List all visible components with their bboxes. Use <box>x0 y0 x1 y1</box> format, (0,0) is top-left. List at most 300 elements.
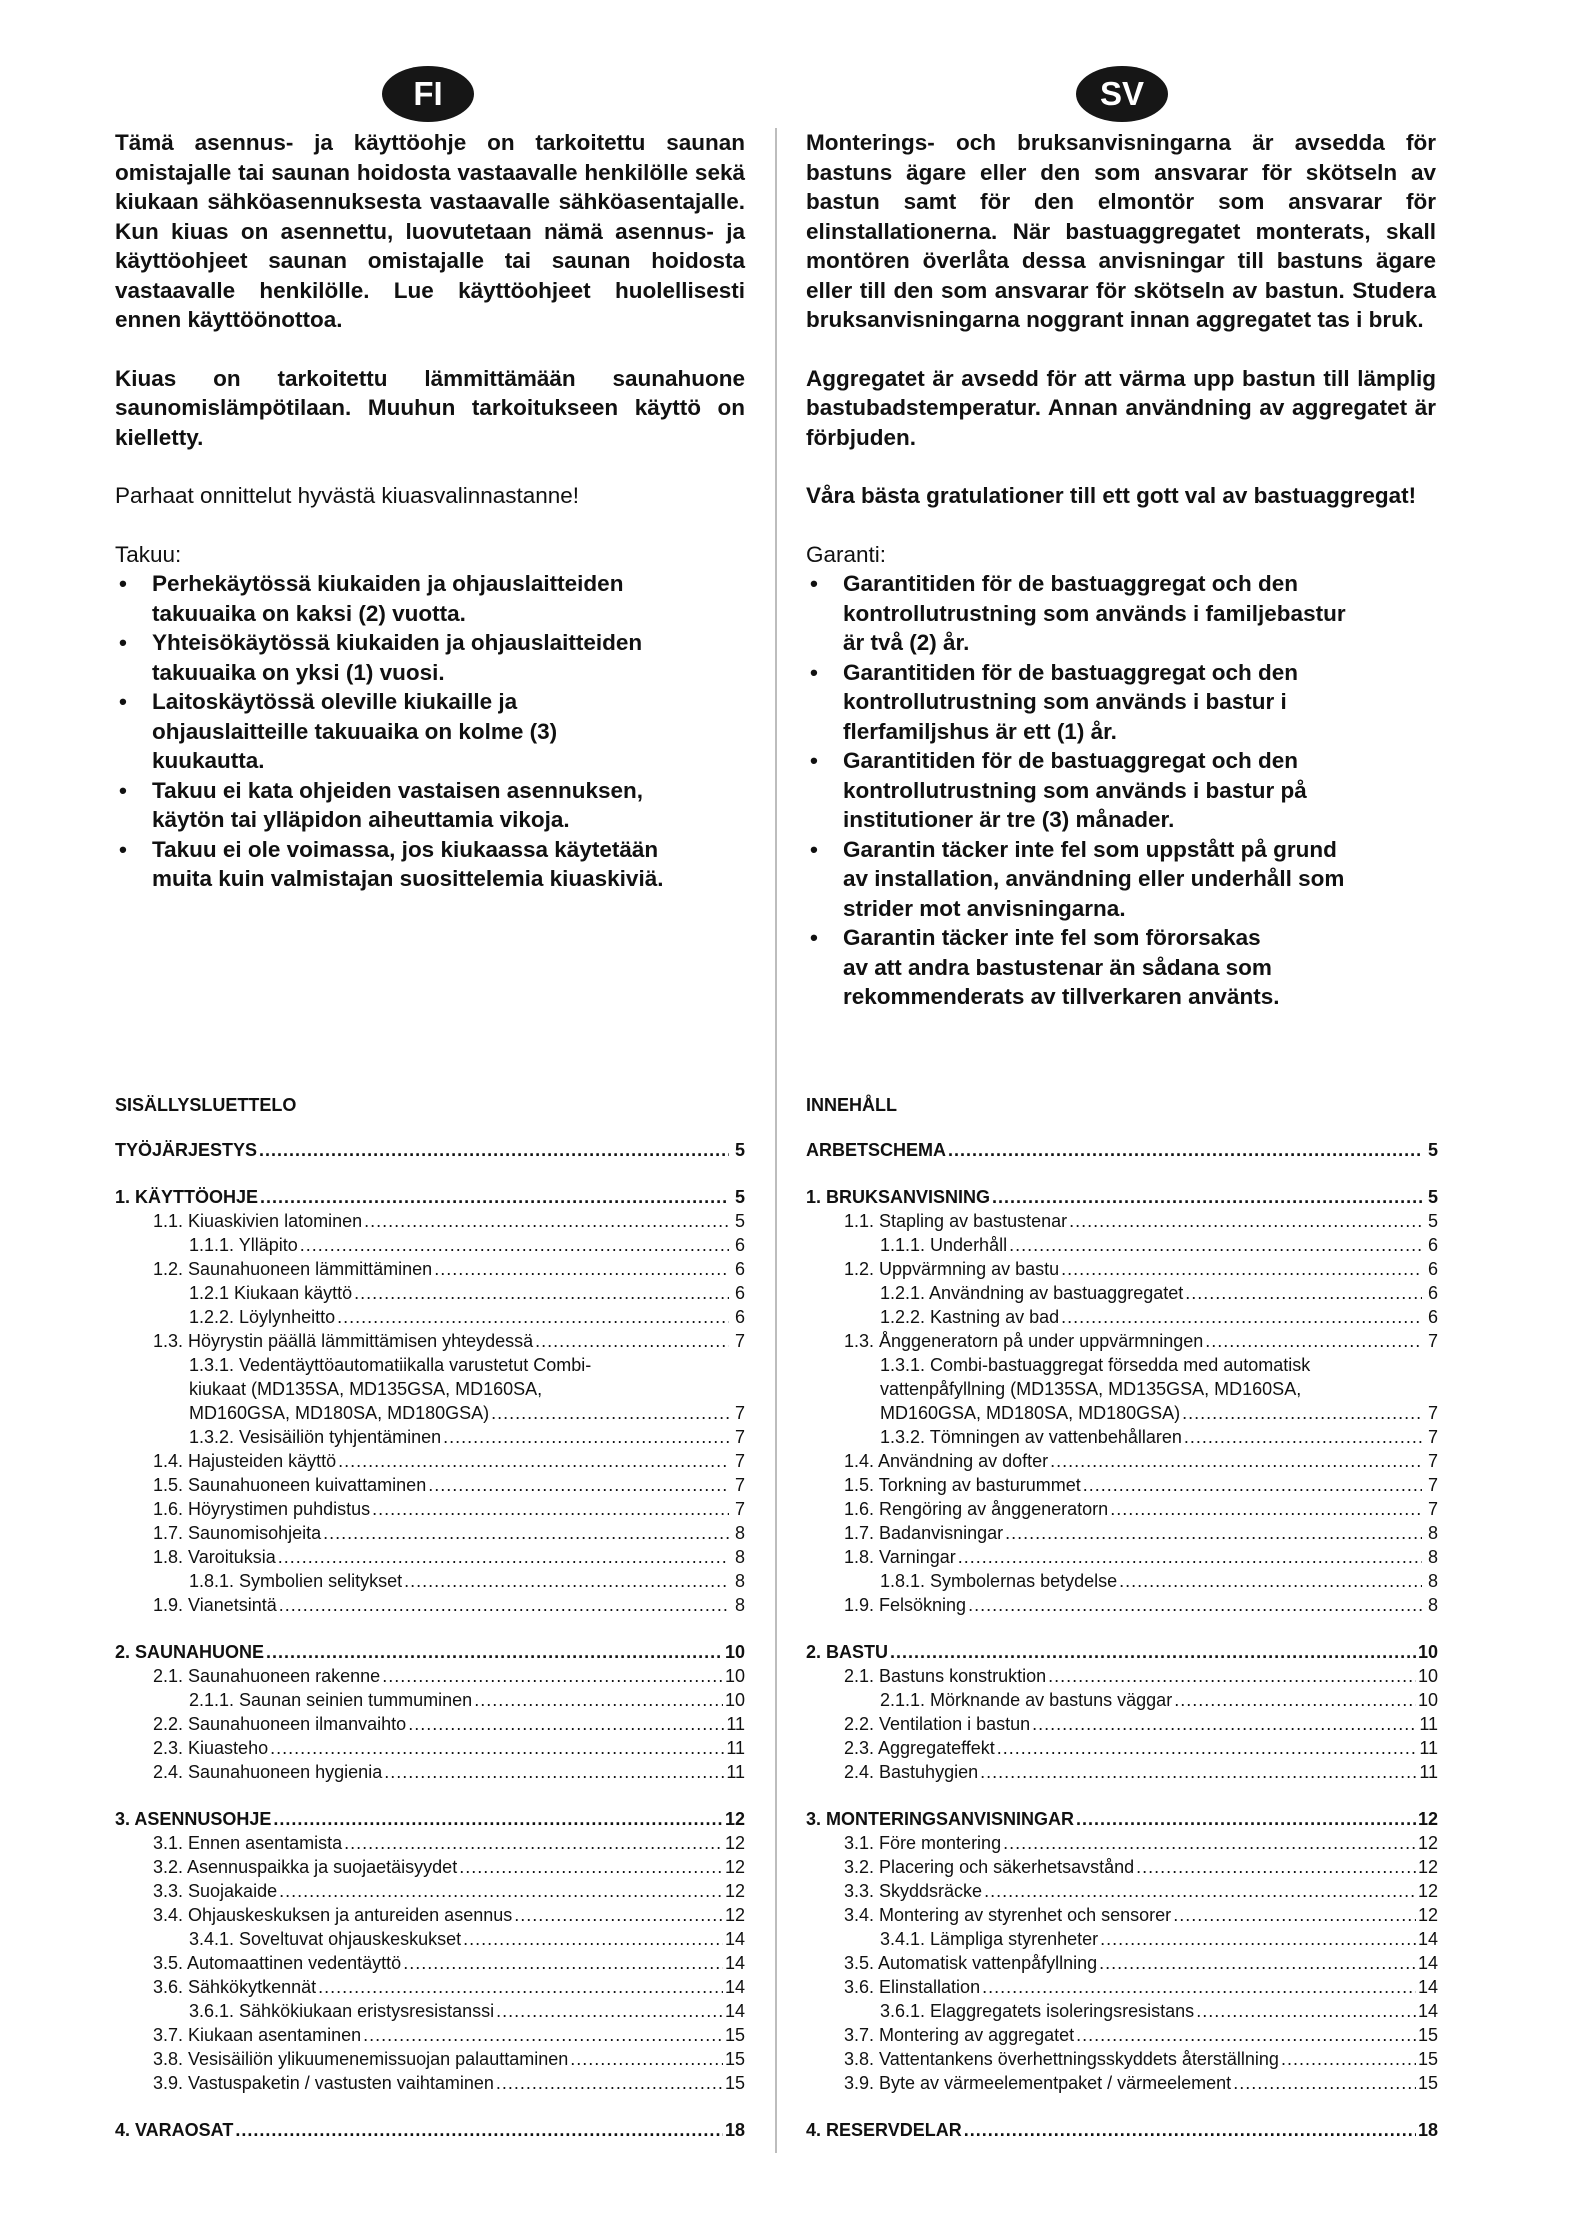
toc-leader-dots <box>1110 1499 1422 1520</box>
congratulations-text: Parhaat onnittelut hyvästä kiuasvalinnastanne! <box>115 483 580 508</box>
warranty-item: • Garantitiden för de bastuaggregat och den kontrollutrustning som används i bastur på institutioner är tre (3) månader. <box>810 748 1307 832</box>
toc-entry-label: 1.9. Felsökning <box>844 1595 967 1615</box>
toc-page-number: 10 <box>724 1666 745 1686</box>
toc-section-entry[interactable] <box>806 1809 1438 1833</box>
toc-spacer <box>806 1164 1438 1187</box>
toc-entry[interactable] <box>115 1977 745 2001</box>
toc-leader-dots <box>570 2049 723 2070</box>
toc-entry-label: 1. BRUKSANVISNING <box>806 1187 991 1207</box>
warranty-item: • Garantin täcker inte fel som uppstått på grund av installation, användning eller underhåll som strider mot anvisningarna. <box>810 836 1345 921</box>
toc-page-number: 14 <box>1417 2001 1438 2021</box>
toc-entry-label: 3.9. Vastuspaketin / vastusten vaihtaminen <box>153 2073 494 2093</box>
toc-entry-label: 3.6.1. Elaggregatets isoleringsresistans <box>880 2001 1195 2021</box>
toc-entry[interactable] <box>806 1833 1438 1857</box>
toc-page-number: 7 <box>734 1475 745 1495</box>
toc-leader-dots <box>1050 1451 1422 1472</box>
toc-entry-label: 3.4. Montering av styrenhet och sensorer <box>844 1905 1172 1925</box>
toc-page-number: 11 <box>1419 1714 1438 1734</box>
toc-page-number: 15 <box>724 2073 745 2093</box>
toc-page-number: 12 <box>724 1857 745 1877</box>
toc-page-number: 6 <box>734 1283 745 1303</box>
toc-entry-label: 1.8. Varoituksia <box>153 1547 276 1567</box>
toc-entry-label: 1.2.2. Kastning av bad <box>880 1307 1060 1327</box>
toc-section-entry[interactable] <box>806 2120 1438 2144</box>
toc-leader-dots <box>496 2001 723 2022</box>
toc-page-number: 18 <box>724 2120 745 2140</box>
toc-leader-dots <box>372 1499 729 1520</box>
toc-entry[interactable] <box>806 1451 1438 1475</box>
swedish-column <box>806 128 1436 1012</box>
toc-entry-label: 3.8. Vattentankens överhettningsskyddets återställning <box>844 2049 1279 2069</box>
toc-page-number: 7 <box>1427 1427 1438 1447</box>
toc-leader-dots <box>1100 1929 1416 1950</box>
toc-leader-dots <box>964 2120 1416 2141</box>
toc-entry-label: 1.5. Saunahuoneen kuivattaminen <box>153 1475 427 1495</box>
toc-entry-label: kiukaat (MD135SA, MD135GSA, MD160SA, <box>189 1379 543 1399</box>
toc-page-number: 14 <box>724 2001 745 2021</box>
warranty-item: • Garantitiden för de bastuaggregat och den kontrollutrustning som används i bastur i flerfamiljshus är ett (1) år. <box>810 659 1299 744</box>
toc-page-number: 11 <box>726 1762 745 1782</box>
toc-entry[interactable] <box>115 1666 745 1690</box>
toc-leader-dots <box>338 1451 729 1472</box>
toc-leader-dots <box>982 1977 1416 1998</box>
toc-page-number: 12 <box>724 1881 745 1901</box>
intro-paragraph: Tämä asennus- ja käyttöohje on tarkoitettu saunan omistajalle tai saunan hoidosta vastaavalle henkilölle sekä kiukaan sähköasennuksesta vastaavalle sähköasentajalle. Kun kiuas on asennettu, luovutetaan nämä asennus- ja käyttöohjeet saunan omistajalle tai saunan hoidosta vastaavalle henkilölle. Lue käyttöohjeet huolellisesti ennen käyttöönottoa. <box>115 130 745 332</box>
toc-page-number: 15 <box>1417 2025 1438 2045</box>
toc-entry-label: 3.1. Ennen asentamista <box>153 1833 343 1853</box>
toc-leader-dots <box>1196 2001 1416 2022</box>
toc-entry-label: 1.1. Kiuaskivien latominen <box>153 1211 363 1231</box>
warranty-item: • Takuu ei kata ohjeiden vastaisen asennuksen, käytön tai ylläpidon aiheuttamia vikoja. <box>119 777 644 832</box>
toc-entry[interactable] <box>115 1307 745 1331</box>
toc-page-number: 12 <box>724 1905 745 1925</box>
language-badge-sv: SV <box>1076 66 1168 122</box>
toc-page-number: 10 <box>1417 1642 1438 1662</box>
toc-entry-label: 1.3.2. Tömningen av vattenbehållaren <box>880 1427 1182 1447</box>
toc-leader-dots <box>1076 1809 1416 1830</box>
toc-page-number: 14 <box>1417 1977 1438 1997</box>
toc-entry[interactable] <box>115 1235 745 1259</box>
toc-page-number: 11 <box>726 1738 745 1758</box>
toc-page-number: 14 <box>1417 1953 1438 1973</box>
toc-entry[interactable] <box>806 1666 1438 1690</box>
toc-entry[interactable] <box>806 1953 1438 1977</box>
toc-leader-dots <box>363 2025 723 2046</box>
toc-entry-label: 3.5. Automatisk vattenpåfyllning <box>844 1953 1098 1973</box>
toc-entry-label: 3.8. Vesisäiliön ylikuumenemissuojan palauttaminen <box>153 2049 569 2069</box>
toc-entry-label: 3.9. Byte av värmeelementpaket / värmeelement <box>844 2073 1232 2093</box>
toc-entry[interactable] <box>115 1355 745 1379</box>
toc-page-number: 8 <box>734 1595 745 1615</box>
toc-page-number: 7 <box>734 1451 745 1471</box>
toc-page-number: 7 <box>734 1403 745 1423</box>
toc-entry[interactable] <box>806 1905 1438 1929</box>
toc-page-number: 8 <box>734 1571 745 1591</box>
toc-entry-label: 2.2. Ventilation i bastun <box>844 1714 1031 1734</box>
toc-entry-label: 2.1. Saunahuoneen rakenne <box>153 1666 381 1686</box>
warranty-item: • Garantin täcker inte fel som förorsakas av att andra bastustenar än sådana som rekommenderats av tillverkaren använts. <box>810 925 1280 1009</box>
toc-leader-dots <box>1083 1475 1422 1496</box>
column-divider <box>775 128 777 2153</box>
toc-entry[interactable] <box>115 1283 745 1307</box>
toc-entry[interactable] <box>115 2049 745 2073</box>
toc-entry[interactable] <box>115 1857 745 1881</box>
toc-page-number: 6 <box>1427 1235 1438 1255</box>
toc-entry[interactable] <box>806 1738 1438 1762</box>
toc-section-entry[interactable] <box>115 1642 745 1666</box>
toc-entry-label: 1.6. Höyrystimen puhdistus <box>153 1499 371 1519</box>
toc-entry-label: TYÖJÄRJESTYS <box>115 1140 258 1160</box>
toc-entry[interactable] <box>806 1259 1438 1283</box>
toc-page-number: 7 <box>1427 1499 1438 1519</box>
toc-page-number: 12 <box>1417 1833 1438 1853</box>
toc-leader-dots <box>1061 1307 1422 1328</box>
toc-page-number: 14 <box>724 1929 745 1949</box>
warranty-item: • Garantitiden för de bastuaggregat och den kontrollutrustning som används i familjebastur är två (2) år. <box>810 571 1346 655</box>
toc-page-number: 8 <box>734 1523 745 1543</box>
toc-spacer <box>806 1619 1438 1642</box>
toc-entry[interactable] <box>115 1953 745 1977</box>
toc-entry[interactable] <box>806 1690 1438 1714</box>
intro-paragraph: Aggregatet är avsedd för att värma upp bastun till lämplig bastubadstemperatur. Annan användning av aggregatet är förbjuden. <box>806 365 1436 450</box>
toc-entry[interactable] <box>115 1499 745 1523</box>
toc-entry-label: 3.4.1. Lämpliga styrenheter <box>880 1929 1099 1949</box>
toc-entry-label: 2.2. Saunahuoneen ilmanvaihto <box>153 1714 407 1734</box>
toc-entry[interactable] <box>806 1547 1438 1571</box>
toc-entry-label: 1.3.2. Vesisäiliön tyhjentäminen <box>189 1427 442 1447</box>
toc-entry-label: 3.4.1. Soveltuvat ohjauskeskukset <box>189 1929 462 1949</box>
toc-entry[interactable] <box>115 1379 745 1403</box>
toc-entry-label: 1.8.1. Symbolernas betydelse <box>880 1571 1118 1591</box>
toc-leader-dots <box>1099 1953 1416 1974</box>
toc-entry[interactable] <box>806 1307 1438 1331</box>
toc-leader-dots <box>344 1833 723 1854</box>
toc-leader-dots <box>1069 1211 1422 1232</box>
toc-entry[interactable] <box>115 1595 745 1619</box>
toc-page-number: 10 <box>724 1690 745 1710</box>
toc-entry-label: 2.1.1. Mörknande av bastuns väggar <box>880 1690 1173 1710</box>
toc-page-number: 5 <box>1427 1211 1438 1231</box>
toc-leader-dots <box>443 1427 729 1448</box>
language-badge-fi: FI <box>382 66 474 122</box>
toc-section-entry[interactable] <box>806 1140 1438 1164</box>
toc-entry[interactable] <box>115 1881 745 1905</box>
toc-leader-dots <box>1205 1331 1422 1352</box>
toc-leader-dots <box>1048 1666 1416 1687</box>
toc-entry-label: MD160GSA, MD180SA, MD180GSA) <box>189 1403 490 1423</box>
toc-page-number: 5 <box>734 1187 745 1207</box>
toc-entry[interactable] <box>115 2025 745 2049</box>
toc-entry[interactable] <box>806 1283 1438 1307</box>
toc-leader-dots <box>354 1283 729 1304</box>
toc-leader-dots <box>1174 1690 1416 1711</box>
toc-entry-label: 3.1. Före montering <box>844 1833 1002 1853</box>
toc-leader-dots <box>890 1642 1416 1663</box>
toc-entry-label: 3.3. Skyddsräcke <box>844 1881 983 1901</box>
toc-page-number: 7 <box>1427 1331 1438 1351</box>
toc-section-entry[interactable] <box>115 1140 745 1164</box>
toc-page-number: 10 <box>724 1642 745 1662</box>
toc-entry-label: MD160GSA, MD180SA, MD180GSA) <box>880 1403 1181 1423</box>
toc-entry-label: 1.8. Varningar <box>844 1547 956 1567</box>
toc-leader-dots <box>300 1235 729 1256</box>
toc-page-number: 12 <box>724 1809 745 1829</box>
toc-entry-label: 1.3.1. Combi-bastuaggregat försedda med automatisk <box>880 1355 1311 1375</box>
toc-spacer <box>115 1619 745 1642</box>
toc-page-number: 5 <box>734 1140 745 1160</box>
toc-page-number: 8 <box>1427 1523 1438 1543</box>
toc-entry[interactable] <box>806 1523 1438 1547</box>
toc-entry[interactable] <box>115 1211 745 1235</box>
toc-entry-label: 3.7. Kiukaan asentaminen <box>153 2025 362 2045</box>
toc-page-number: 5 <box>734 1211 745 1231</box>
toc-entry[interactable] <box>806 1714 1438 1738</box>
toc-leader-dots <box>1184 1427 1422 1448</box>
toc-entry-label: 1.2.2. Löylynheitto <box>189 1307 336 1327</box>
toc-leader-dots <box>384 1762 724 1783</box>
toc-entry-label: 3.4. Ohjauskeskuksen ja antureiden asennus <box>153 1905 513 1925</box>
toc-entry-label: 1.3.1. Vedentäyttöautomatiikalla varustetut Combi- <box>189 1355 592 1375</box>
toc-spacer <box>115 1786 745 1809</box>
toc-page-number: 12 <box>1417 1905 1438 1925</box>
toc-entry-label: 3.6.1. Sähkökiukaan eristysresistanssi <box>189 2001 495 2021</box>
toc-entry-label: 2.3. Kiuasteho <box>153 1738 269 1758</box>
toc-entry-label: 3.3. Suojakaide <box>153 1881 278 1901</box>
toc-entry-label: 1. KÄYTTÖOHJE <box>115 1187 259 1207</box>
toc-section-entry[interactable] <box>115 1187 745 1211</box>
toc-spacer <box>115 1164 745 1187</box>
toc-entry-label: 3.6. Elinstallation <box>844 1977 981 1997</box>
toc-entry[interactable] <box>806 1331 1438 1355</box>
toc-leader-dots <box>235 2120 723 2141</box>
toc-entry[interactable] <box>115 1451 745 1475</box>
toc-leader-dots <box>992 1187 1422 1208</box>
toc-title-sv: INNEHÅLL <box>806 1095 897 1115</box>
toc-entry[interactable] <box>115 1762 745 1786</box>
toc-page-number: 6 <box>1427 1259 1438 1279</box>
toc-entry[interactable] <box>115 2073 745 2097</box>
toc-page-number: 15 <box>724 2049 745 2069</box>
toc-leader-dots <box>1182 1403 1422 1424</box>
toc-spacer <box>806 2097 1438 2120</box>
toc-entry-label: 4. RESERVDELAR <box>806 2120 962 2140</box>
toc-entry[interactable] <box>806 1762 1438 1786</box>
toc-page-number: 10 <box>1417 1666 1438 1686</box>
toc-list-sv <box>806 1140 1438 2144</box>
toc-leader-dots <box>1076 2025 1416 2046</box>
toc-page-number: 14 <box>724 1977 745 1997</box>
toc-leader-dots <box>1136 1857 1416 1878</box>
toc-section-entry[interactable] <box>806 1187 1438 1211</box>
toc-entry[interactable] <box>806 1977 1438 2001</box>
warranty-item: • Yhteisökäytössä kiukaiden ja ohjauslaitteiden takuuaika on yksi (1) vuosi. <box>119 630 643 685</box>
toc-entry-label: 1.5. Torkning av basturummet <box>844 1475 1081 1495</box>
toc-leader-dots <box>318 1977 723 1998</box>
toc-entry[interactable] <box>115 1475 745 1499</box>
toc-entry[interactable] <box>115 2001 745 2025</box>
toc-entry-label: 1.2.1. Användning av bastuaggregatet <box>880 1283 1184 1303</box>
toc-page-number: 15 <box>1417 2073 1438 2093</box>
toc-spacer <box>806 1786 1438 1809</box>
toc-entry[interactable] <box>806 1929 1438 1953</box>
toc-leader-dots <box>1233 2073 1416 2094</box>
toc-leader-dots <box>948 1140 1422 1161</box>
toc-entry[interactable] <box>115 1427 745 1451</box>
toc-entry-label: 1.3. Höyrystin päällä lämmittämisen yhteydessä <box>153 1331 534 1351</box>
warranty-item: • Perhekäytössä kiukaiden ja ohjauslaitteiden takuuaika on kaksi (2) vuotta. <box>119 571 624 626</box>
toc-entry[interactable] <box>806 1235 1438 1259</box>
toc-page-number: 8 <box>1427 1547 1438 1567</box>
toc-entry[interactable] <box>806 1403 1438 1427</box>
toc-entry-label: 1.6. Rengöring av ånggeneratorn <box>844 1499 1109 1519</box>
toc-entry[interactable] <box>806 1355 1438 1379</box>
toc-entry[interactable] <box>115 1571 745 1595</box>
toc-leader-dots <box>259 1140 729 1161</box>
toc-section-entry[interactable] <box>115 2120 745 2144</box>
toc-entry-label: 1.7. Badanvisningar <box>844 1523 1004 1543</box>
toc-entry-label: 3. ASENNUSOHJE <box>115 1809 272 1829</box>
toc-entry[interactable] <box>115 1403 745 1427</box>
toc-page-number: 5 <box>1427 1140 1438 1160</box>
toc-entry-label: 2.4. Bastuhygien <box>844 1762 979 1782</box>
toc-leader-dots <box>1032 1714 1417 1735</box>
toc-entry[interactable] <box>115 1259 745 1283</box>
toc-entry-label: 1.1. Stapling av bastustenar <box>844 1211 1068 1231</box>
toc-leader-dots <box>337 1307 729 1328</box>
toc-leader-dots <box>1173 1905 1416 1926</box>
intro-paragraph: Kiuas on tarkoitettu lämmittämään saunahuone saunomislämpötilaan. Muuhun tarkoitukseen käyttö on kielletty. <box>115 365 745 450</box>
toc-entry[interactable] <box>115 1523 745 1547</box>
toc-leader-dots <box>403 1953 723 1974</box>
toc-page-number: 12 <box>1417 1857 1438 1877</box>
toc-page-number: 7 <box>734 1331 745 1351</box>
toc-page-number: 6 <box>1427 1283 1438 1303</box>
toc-leader-dots <box>1281 2049 1416 2070</box>
toc-entry[interactable] <box>806 2025 1438 2049</box>
toc-entry[interactable] <box>806 1475 1438 1499</box>
toc-leader-dots <box>535 1331 729 1352</box>
toc-entry-label: 3.7. Montering av aggregatet <box>844 2025 1075 2045</box>
toc-leader-dots <box>323 1523 729 1544</box>
toc-entry[interactable] <box>806 1857 1438 1881</box>
toc-page-number: 15 <box>1417 2049 1438 2069</box>
toc-entry-label: 2.4. Saunahuoneen hygienia <box>153 1762 383 1782</box>
toc-page-number: 5 <box>1427 1187 1438 1207</box>
toc-leader-dots <box>1005 1523 1422 1544</box>
toc-page-number: 12 <box>1417 1881 1438 1901</box>
toc-entry[interactable] <box>806 1881 1438 1905</box>
toc-entry-label: 1.2. Uppvärmning av bastu <box>844 1259 1060 1279</box>
toc-entry-label: 1.2. Saunahuoneen lämmittäminen <box>153 1259 433 1279</box>
toc-entry-label: 1.7. Saunomisohjeita <box>153 1523 322 1543</box>
toc-entry[interactable] <box>806 1211 1438 1235</box>
toc-entry[interactable] <box>115 1331 745 1355</box>
toc-entry[interactable] <box>115 1690 745 1714</box>
toc-page-number: 12 <box>1417 1809 1438 1829</box>
toc-entry[interactable] <box>115 1738 745 1762</box>
congratulations-text: Våra bästa gratulationer till ett gott val av bastuaggregat! <box>806 483 1417 508</box>
toc-leader-dots <box>514 1905 723 1926</box>
toc-leader-dots <box>434 1259 729 1280</box>
toc-leader-dots <box>382 1666 723 1687</box>
warranty-title: Takuu: <box>115 541 182 567</box>
toc-leader-dots <box>1003 1833 1416 1854</box>
toc-leader-dots <box>266 1642 723 1663</box>
toc-entry[interactable] <box>115 1547 745 1571</box>
toc-entry[interactable] <box>806 1427 1438 1451</box>
toc-entry[interactable] <box>806 1595 1438 1619</box>
toc-entry[interactable] <box>115 1833 745 1857</box>
toc-page-number: 6 <box>734 1235 745 1255</box>
toc-page-number: 7 <box>1427 1403 1438 1423</box>
toc-entry-label: 2.1. Bastuns konstruktion <box>844 1666 1047 1686</box>
toc-entry[interactable] <box>806 2049 1438 2073</box>
toc-leader-dots <box>1009 1235 1422 1256</box>
toc-leader-dots <box>1185 1283 1422 1304</box>
toc-leader-dots <box>980 1762 1417 1783</box>
toc-entry[interactable] <box>115 1929 745 1953</box>
toc-page-number: 6 <box>1427 1307 1438 1327</box>
toc-entry-label: 1.4. Användning av dofter <box>844 1451 1049 1471</box>
toc-page-number: 7 <box>734 1499 745 1519</box>
toc-entry[interactable] <box>806 2073 1438 2097</box>
toc-entry[interactable] <box>115 1714 745 1738</box>
toc-section-entry[interactable] <box>115 1809 745 1833</box>
toc-page-number: 7 <box>1427 1451 1438 1471</box>
toc-entry-label: 3.5. Automaattinen vedentäyttö <box>153 1953 402 1973</box>
toc-page-number: 14 <box>1417 1929 1438 1949</box>
toc-entry[interactable] <box>806 2001 1438 2025</box>
toc-page-number: 11 <box>1419 1762 1438 1782</box>
toc-entry-label: ARBETSCHEMA <box>806 1140 947 1160</box>
toc-entry[interactable] <box>806 1499 1438 1523</box>
toc-leader-dots <box>428 1475 729 1496</box>
toc-page-number: 12 <box>724 1833 745 1853</box>
toc-page-number: 8 <box>734 1547 745 1567</box>
toc-leader-dots <box>459 1857 723 1878</box>
toc-entry-label: 1.1.1. Ylläpito <box>189 1235 298 1255</box>
toc-entry[interactable] <box>115 1905 745 1929</box>
intro-paragraph: Monterings- och bruksanvisningarna är avsedda för bastuns ägare eller den som ansvarar för skötseln av bastun samt för den elmontör som ansvarar för elinstallationerna. När bastuaggregatet monterats, skall montören överlåta dessa anvisningar till bastuns ägare eller till den som ansvarar för skötseln av bastun. Studera bruksanvisningarna noggrant innan aggregatet tas i bruk. <box>806 130 1436 332</box>
toc-leader-dots <box>279 1881 723 1902</box>
toc-entry-label: 3.2. Placering och säkerhetsavstånd <box>844 1857 1135 1877</box>
toc-page-number: 18 <box>1417 2120 1438 2140</box>
toc-page-number: 11 <box>1419 1738 1438 1758</box>
toc-entry-label: 1.9. Vianetsintä <box>153 1595 277 1615</box>
toc-entry[interactable] <box>806 1379 1438 1403</box>
toc-entry-label: 2.1.1. Saunan seinien tummuminen <box>189 1690 473 1710</box>
toc-entry[interactable] <box>806 1571 1438 1595</box>
toc-entry-label: 2. BASTU <box>806 1642 889 1662</box>
toc-page-number: 15 <box>724 2025 745 2045</box>
toc-entry-label: 3. MONTERINGSANVISNINGAR <box>806 1809 1075 1829</box>
toc-leader-dots <box>273 1809 723 1830</box>
toc-entry-label: 4. VARAOSAT <box>115 2120 234 2140</box>
warranty-list <box>115 569 745 894</box>
toc-page-number: 14 <box>724 1953 745 1973</box>
toc-section-entry[interactable] <box>806 1642 1438 1666</box>
toc-leader-dots <box>496 2073 723 2094</box>
toc-leader-dots <box>997 1738 1418 1759</box>
toc-spacer <box>115 2097 745 2120</box>
toc-entry-label: 2. SAUNAHUONE <box>115 1642 265 1662</box>
toc-leader-dots <box>278 1547 729 1568</box>
toc-leader-dots <box>270 1738 724 1759</box>
toc-page-number: 11 <box>726 1714 745 1734</box>
toc-leader-dots <box>968 1595 1422 1616</box>
toc-page-number: 7 <box>1427 1475 1438 1495</box>
warranty-list <box>806 569 1436 1012</box>
